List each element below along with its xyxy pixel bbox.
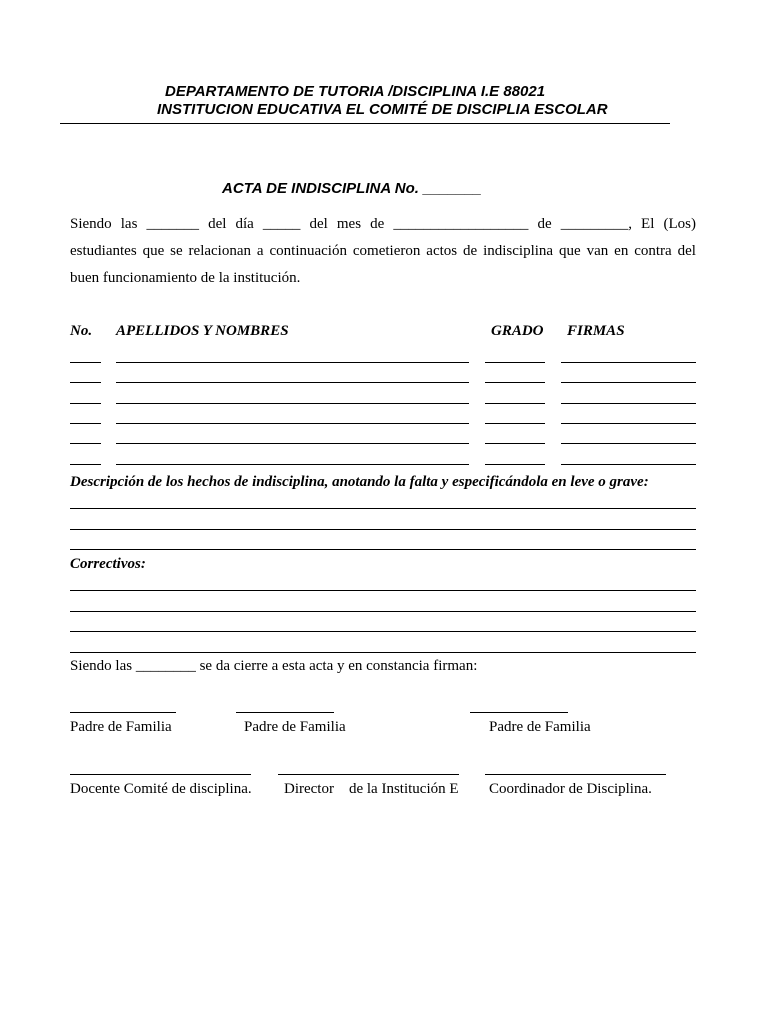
correctives-line[interactable] [70, 631, 696, 632]
row-grade-blank[interactable] [485, 423, 545, 424]
signature-line[interactable] [70, 774, 251, 775]
row-grade-blank[interactable] [485, 403, 545, 404]
intro-line-2-word: contra [634, 243, 672, 259]
closing-prefix: Siendo las [70, 658, 133, 674]
intro-line-1 [70, 216, 696, 233]
header-line-1: DEPARTAMENTO DE TUTORIA /DISCIPLINA I.E 88021 [165, 83, 546, 100]
intro-line-2-word: a [256, 243, 264, 259]
intro-line-1-word[interactable]: _____ [262, 216, 301, 232]
intro-line-2-word: se [170, 243, 183, 259]
row-name-blank[interactable] [116, 464, 469, 465]
col-header-names: APELLIDOS Y NOMBRES [116, 323, 289, 339]
row-signature-blank[interactable] [561, 403, 696, 404]
signature-line[interactable] [236, 712, 334, 713]
intro-line-2-word: van [586, 243, 609, 259]
row-no-blank[interactable] [70, 443, 101, 444]
signature-line[interactable] [485, 774, 666, 775]
col-header-no: No. [70, 323, 93, 339]
row-grade-blank[interactable] [485, 362, 545, 363]
intro-line-1-word: las [120, 216, 138, 232]
intro-line-1-word: mes [336, 216, 362, 232]
description-line[interactable] [70, 529, 696, 530]
intro-line-1-word: día [235, 216, 254, 232]
correctives-line[interactable] [70, 652, 696, 653]
intro-line-2-word: relacionan [188, 243, 252, 259]
header-line-2: INSTITUCION EDUCATIVA EL COMITÉ DE DISCIPLIA ESCOLAR [157, 101, 608, 118]
correctives-label: Correctivos: [70, 556, 146, 572]
header-divider [60, 123, 670, 124]
intro-line-2-word: estudiantes [70, 243, 137, 259]
row-name-blank[interactable] [116, 423, 469, 424]
row-no-blank[interactable] [70, 423, 101, 424]
signature-label-teacher: Docente Comité de disciplina. [70, 781, 252, 797]
intro-line-1-word: El [641, 216, 655, 232]
intro-line-2-word: cometieron [352, 243, 421, 259]
row-grade-blank[interactable] [485, 464, 545, 465]
intro-line-1-word: del [208, 216, 227, 232]
correctives-line[interactable] [70, 590, 696, 591]
intro-line-1-word: de [370, 216, 385, 232]
intro-line-1-word: del [309, 216, 328, 232]
intro-line-2-word: que [559, 243, 581, 259]
row-signature-blank[interactable] [561, 443, 696, 444]
description-line[interactable] [70, 508, 696, 509]
intro-line-1-word: Siendo [70, 216, 112, 232]
col-header-grade: GRADO [491, 323, 544, 339]
signature-label-parent-3: Padre de Familia [489, 719, 591, 735]
intro-line-3: buen funcionamiento de la institución. [70, 270, 301, 286]
row-grade-blank[interactable] [485, 443, 545, 444]
closing-sentence [70, 658, 477, 675]
row-no-blank[interactable] [70, 362, 101, 363]
row-name-blank[interactable] [116, 403, 469, 404]
intro-line-2-word: en [614, 243, 629, 259]
description-label: Descripción de los hechos de indisciplina, anotando la falta y especificándola en leve o grave: [70, 474, 649, 490]
signature-line[interactable] [470, 712, 568, 713]
signature-label-coordinator: Coordinador de Disciplina. [489, 781, 652, 797]
intro-line-2-word: que [142, 243, 165, 259]
signature-label-parent-1: Padre de Familia [70, 719, 172, 735]
intro-line-2-word: de [463, 243, 478, 259]
row-signature-blank[interactable] [561, 464, 696, 465]
signature-line[interactable] [70, 712, 176, 713]
row-grade-blank[interactable] [485, 382, 545, 383]
description-line[interactable] [70, 549, 696, 550]
intro-line-1-word: de [537, 216, 552, 232]
signature-line[interactable] [278, 774, 459, 775]
closing-suffix: se da cierre a esta acta y en constancia firman: [199, 658, 478, 674]
signature-label-parent-2: Padre de Familia [244, 719, 346, 735]
intro-line-2 [70, 243, 696, 260]
intro-line-2-word: actos [426, 243, 458, 259]
row-name-blank[interactable] [116, 443, 469, 444]
intro-line-2-word: indisciplina [483, 243, 554, 259]
correctives-line[interactable] [70, 611, 696, 612]
row-signature-blank[interactable] [561, 423, 696, 424]
intro-line-1-word: (Los) [663, 216, 696, 232]
signature-label-director: Director de la Institución E [284, 781, 459, 797]
row-name-blank[interactable] [116, 382, 469, 383]
row-no-blank[interactable] [70, 464, 101, 465]
closing-time-blank[interactable]: ________ [135, 658, 196, 674]
row-name-blank[interactable] [116, 362, 469, 363]
intro-line-1-word[interactable]: __________________ [393, 216, 529, 232]
row-signature-blank[interactable] [561, 382, 696, 383]
col-header-signatures: FIRMAS [567, 323, 625, 339]
row-no-blank[interactable] [70, 382, 101, 383]
intro-line-2-word: del [677, 243, 696, 259]
document-title: ACTA DE INDISCIPLINA No. _______ [222, 180, 482, 197]
intro-line-1-word[interactable]: _______ [146, 216, 199, 232]
intro-line-1-word[interactable]: _________, [560, 216, 632, 232]
row-signature-blank[interactable] [561, 362, 696, 363]
intro-line-2-word: continuación [269, 243, 347, 259]
row-no-blank[interactable] [70, 403, 101, 404]
